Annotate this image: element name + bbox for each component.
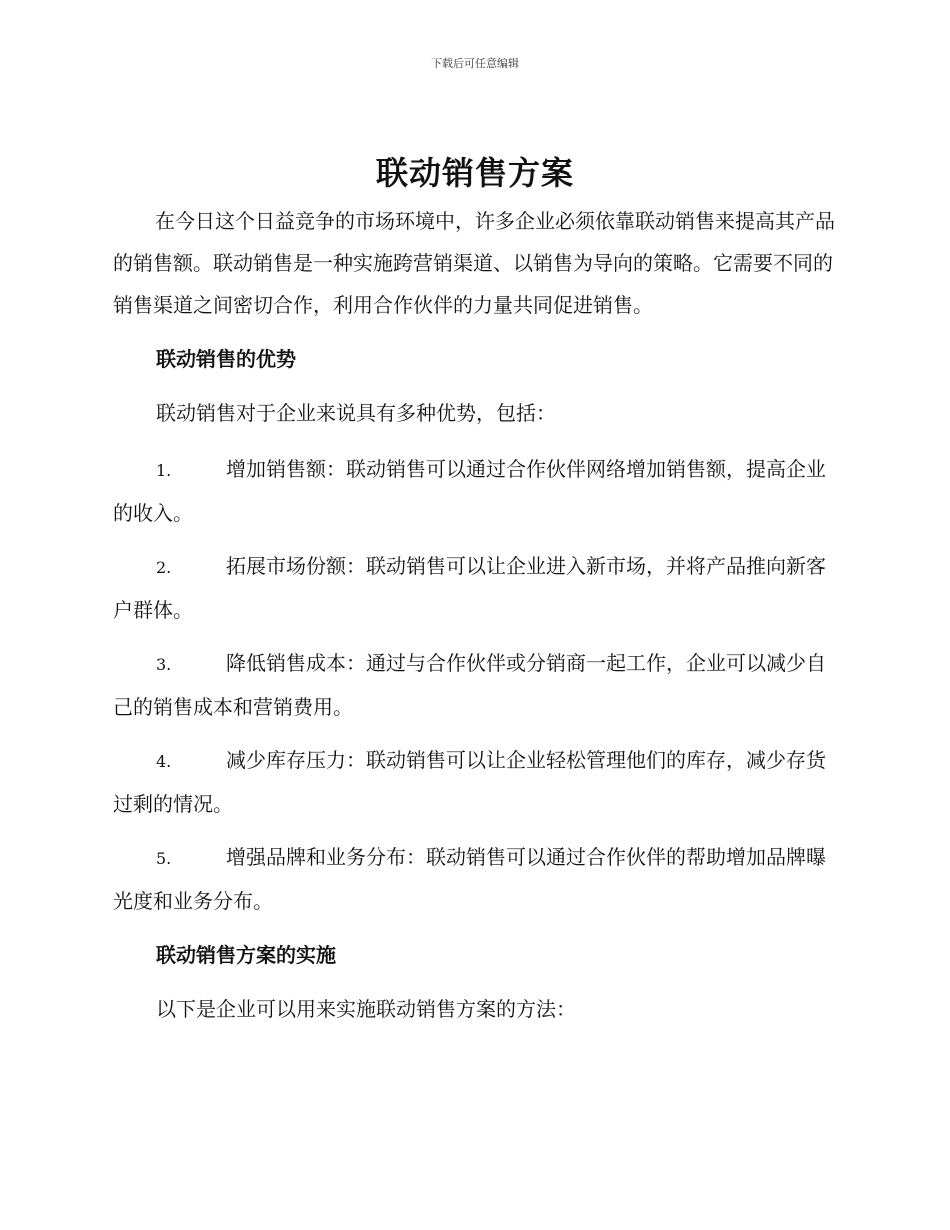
page-header: 下载后可任意编辑 — [431, 57, 519, 70]
list-item — [113, 448, 837, 534]
section-heading-implementation: 联动销售方案的实施 — [156, 943, 336, 967]
list-item-number: 4. — [156, 752, 172, 771]
intro-paragraph: 在今日这个日益竞争的市场环境中，许多企业必须依靠联动销售来提高其产品的销售额。联动销售是一种实施跨营销渠道、以销售为导向的策略。它需要不同的销售渠道之间密切合作，利用合作伙伴的力量共同促进销售。 — [113, 209, 835, 317]
list-item-number: 1. — [156, 461, 172, 480]
list-item — [113, 642, 837, 728]
list-item — [113, 739, 837, 825]
list-item-number: 2. — [156, 558, 172, 577]
list-item-text: 增强品牌和业务分布：联动销售可以通过合作伙伴的帮助增加品牌曝光度和业务分布。 — [113, 845, 826, 913]
list-item-text: 增加销售额：联动销售可以通过合作伙伴网络增加销售额，提高企业的收入。 — [113, 457, 826, 525]
list-item-number: 3. — [156, 655, 172, 674]
document-title: 联动销售方案 — [375, 154, 574, 192]
advantages-lead: 联动销售对于企业来说具有多种优势，包括： — [156, 401, 556, 425]
list-item — [113, 545, 837, 631]
implementation-lead: 以下是企业可以用来实施联动销售方案的方法： — [156, 997, 576, 1021]
list-item-text: 减少库存压力：联动销售可以让企业轻松管理他们的库存，减少存货过剩的情况。 — [113, 748, 826, 816]
section-heading-advantages: 联动销售的优势 — [156, 347, 296, 371]
list-item-text: 拓展市场份额：联动销售可以让企业进入新市场，并将产品推向新客户群体。 — [113, 554, 826, 622]
list-item — [113, 836, 837, 922]
list-item-text: 降低销售成本：通过与合作伙伴或分销商一起工作，企业可以减少自己的销售成本和营销费用。 — [113, 651, 826, 719]
list-item-number: 5. — [156, 849, 172, 868]
